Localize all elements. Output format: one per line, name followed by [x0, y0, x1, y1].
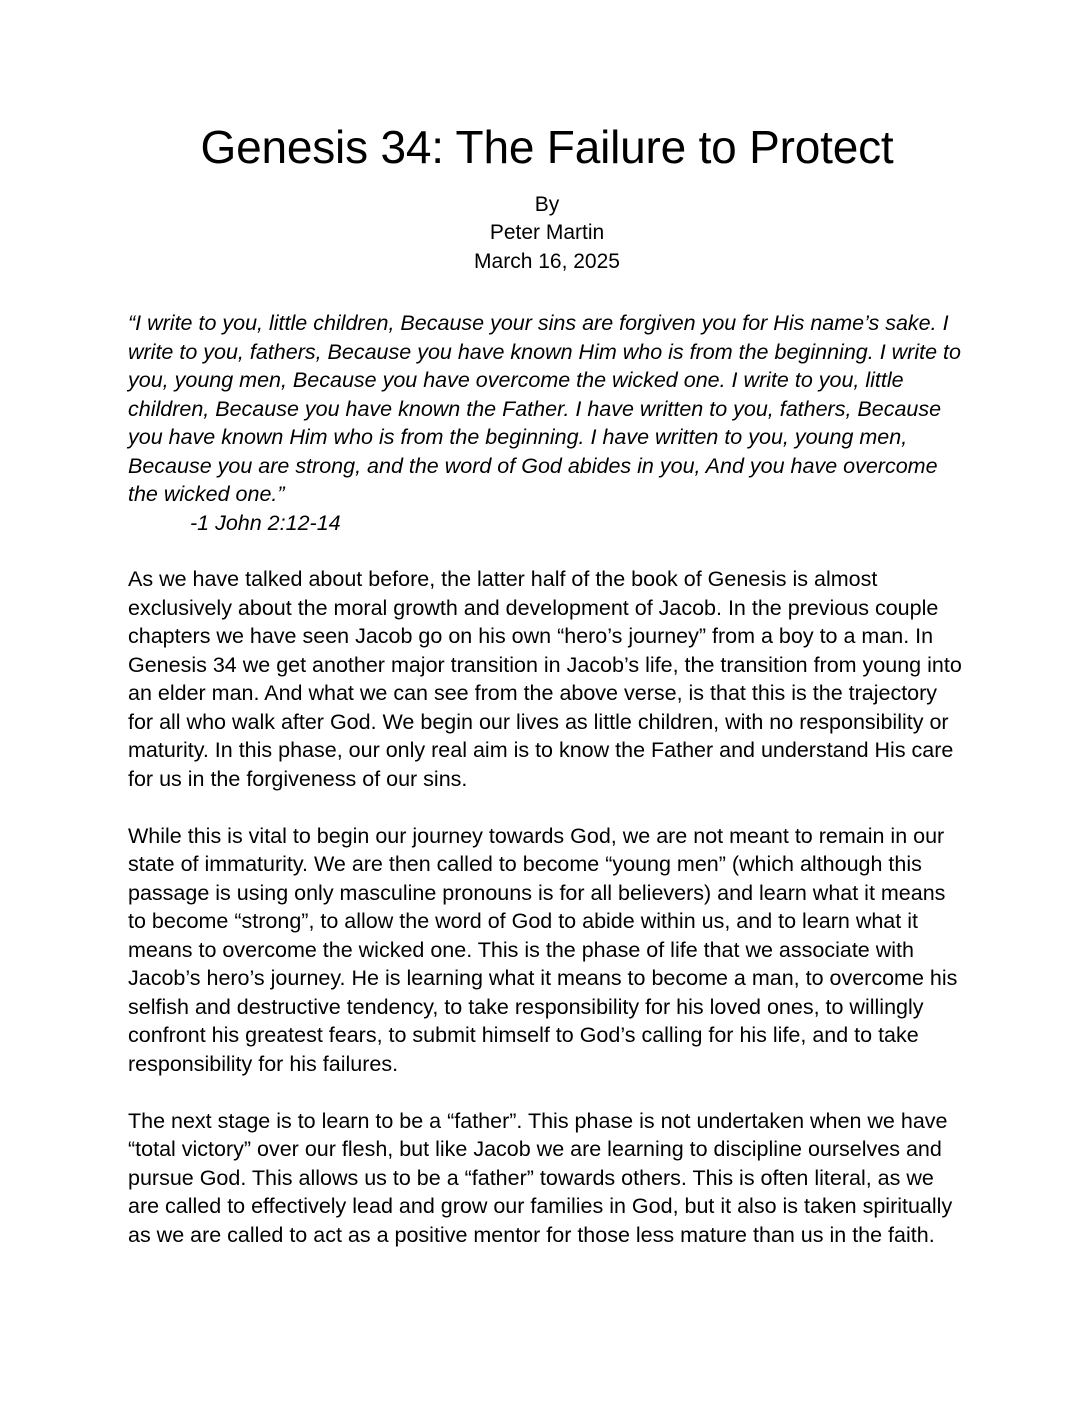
byline-date: March 16, 2025: [474, 249, 620, 273]
page-title: Genesis 34: The Failure to Protect: [200, 121, 894, 173]
document-content: [128, 0, 966, 1249]
body-paragraph: The next stage is to learn to be a “father”. This phase is not undertaken when we have “total victory” over our flesh, but like Jacob we are learning to discipline ourselves and pursue God. This allows us to be a “father” towards others. This is often literal, as we are called to effectively lead and grow our families in God, but it also is taken spiritually as we are called to act as a positive mentor for those less mature than us in the faith.: [128, 1108, 953, 1247]
epigraph-block: [128, 276, 966, 537]
body-paragraph: As we have talked about before, the latter half of the book of Genesis is almost exclusively about the moral growth and development of Jacob. In the previous couple chapters we have seen Jacob go on his own “hero’s journey” from a boy to a man. In Genesis 34 we get another major transition in Jacob’s life, the transition from young into an elder man. And what we can see from the above verse, is that this is the trajectory for all who walk after God. We begin our lives as little children, with no responsibility or maturity. In this phase, our only real aim is to know the Father and understand His care for us in the forgiveness of our sins.: [128, 567, 962, 791]
byline-by-label: By: [534, 192, 560, 216]
epigraph-text: “I write to you, little children, Because your sins are forgiven you for His name’s sake. I write to you, fathers, Because you have known Him who is from the beginning. I write to you, young men, Because you have overcome the wicked one. I write to you, little children, Because you have known the Father. I have written to you, fathers, Because you have known Him who is from the beginning. I have written to you, young men, Because you are strong, and the word of God abides in you, And you have overcome the wicked one.”: [128, 311, 961, 507]
body-paragraph: While this is vital to begin our journey towards God, we are not meant to remain in our state of immaturity. We are then called to become “young men” (which although this passage is using only masculine pronouns is for all believers) and learn what it means to become “strong”, to allow the word of God to abide within us, and to learn what it means to overcome the wicked one. This is the phase of life that we associate with Jacob’s hero’s journey. He is learning what it means to become a man, to overcome his selfish and destructive tendency, to take responsibility for his loved ones, to willingly confront his greatest fears, to submit himself to God’s calling for his life, and to take responsibility for his failures.: [128, 823, 958, 1076]
byline-author: Peter Martin: [489, 221, 605, 245]
epigraph-citation: -1 John 2:12-14: [190, 510, 341, 535]
byline-block: [128, 174, 966, 277]
body-text-block: [128, 537, 966, 1249]
